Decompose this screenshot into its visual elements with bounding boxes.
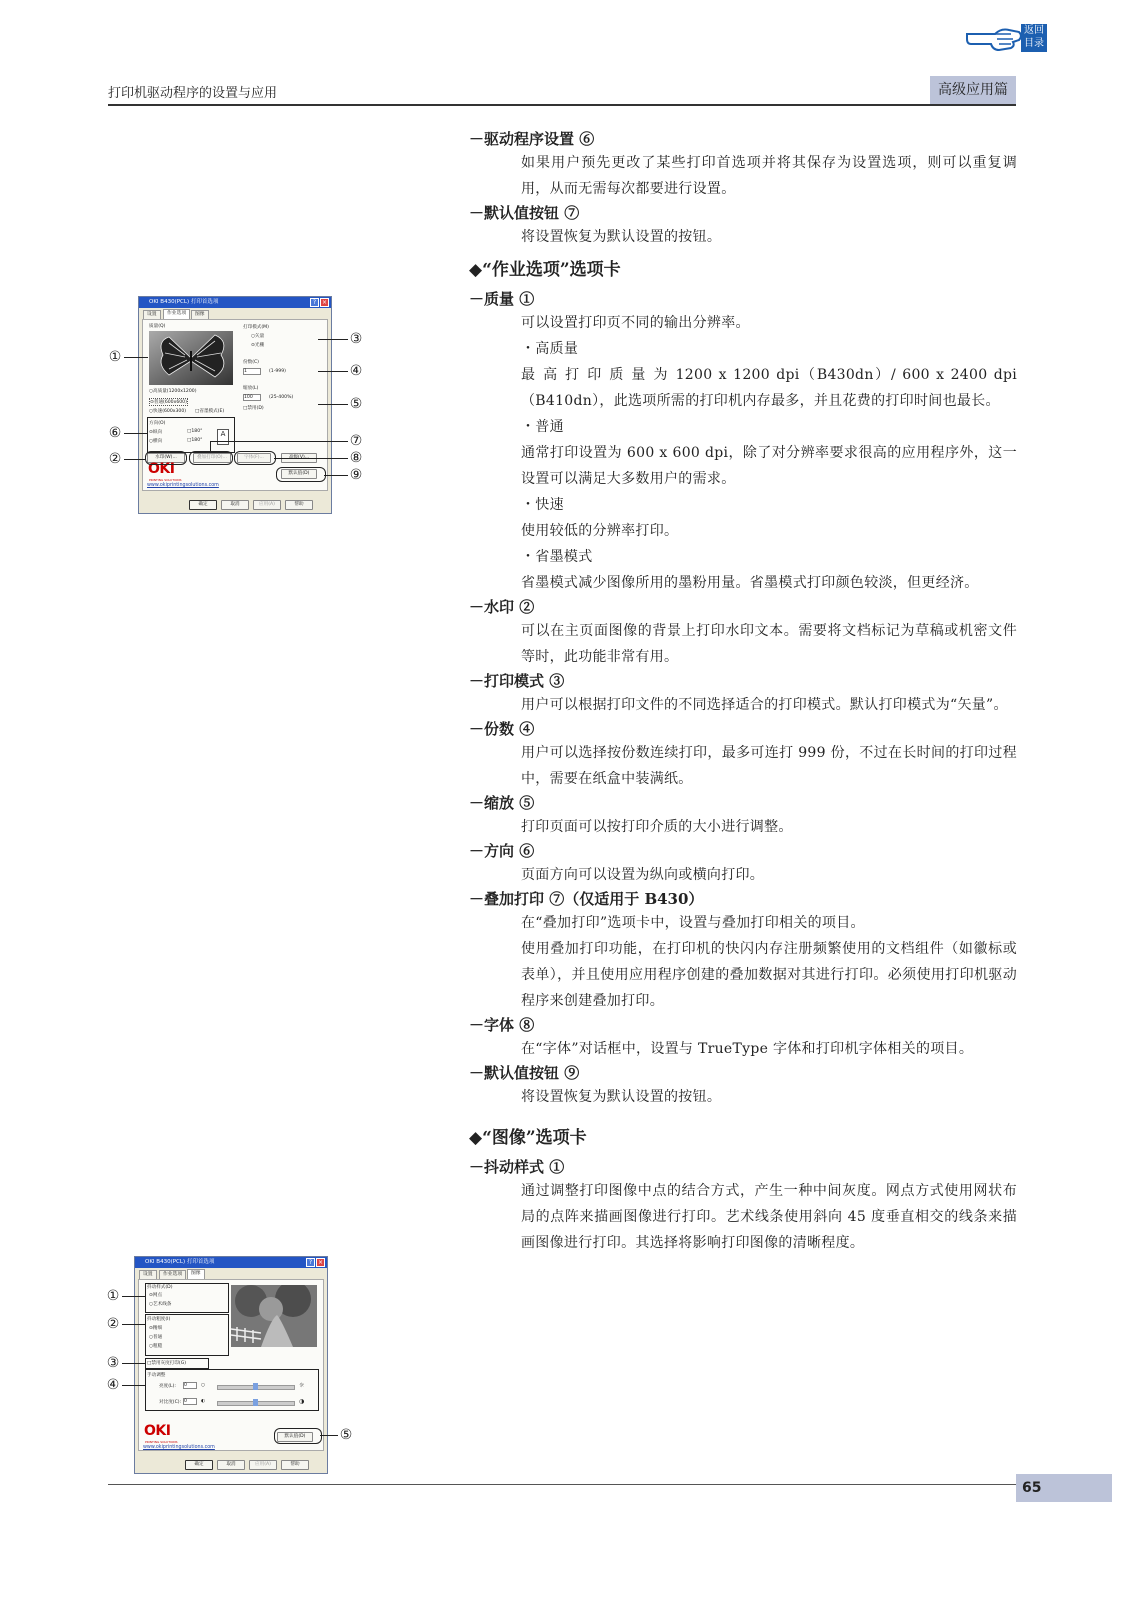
back-label: 返回 目录	[1021, 24, 1047, 52]
callout-line	[124, 433, 148, 434]
callout-7: ⑦	[349, 433, 363, 449]
orientation-label: 方向(O)	[149, 421, 166, 426]
default-button-2-heading: －默认值按钮 ⑨	[469, 1064, 580, 1082]
fineness-option-normal[interactable]: ○普通	[149, 1335, 163, 1340]
cancel-button[interactable]: 取消	[221, 500, 249, 510]
callout-6: ⑥	[108, 425, 122, 441]
help-button[interactable]: 帮助	[281, 1460, 309, 1470]
zoom-disable-checkbox[interactable]: □禁用(D)	[243, 406, 264, 411]
zoom-heading: －缩放 ⑤	[469, 794, 535, 812]
disable-tone-checkbox[interactable]: □禁用灰度打印(G)	[147, 1361, 187, 1366]
brightness-sun-icon: ☼	[299, 1382, 305, 1389]
callout-line	[122, 1363, 146, 1364]
callout-line	[274, 458, 348, 459]
callout-line	[318, 404, 348, 405]
header-divider	[108, 104, 1016, 106]
print-mode-label: 打印模式(M)	[243, 325, 269, 330]
driver-settings-text: 如果用户预先更改了某些打印首选项并将其保存为设置选项，则可以重复调用，从而无需每次都要进行设置。	[521, 155, 1017, 197]
dither-label: 抖动样式(D)	[147, 1285, 173, 1290]
callout-line	[124, 459, 146, 460]
quality-fast-label: ・快速	[521, 497, 564, 513]
default-button-2-text: 将设置恢复为默认设置的按钮。	[521, 1089, 722, 1105]
quality-fast-text: 使用较低的分辨率打印。	[521, 523, 679, 539]
font-heading: －字体 ⑧	[469, 1016, 535, 1034]
job-options-section-heading: ◆“作业选项”选项卡	[469, 260, 621, 280]
callout-box-tone	[145, 1358, 209, 1369]
print-mode-heading: －打印模式 ③	[469, 672, 565, 690]
callout-8: ⑧	[349, 450, 363, 466]
oki-logo: OKI	[144, 1423, 171, 1439]
oki-tagline: PRINTING SOLUTIONS	[145, 1440, 178, 1444]
callout-line	[318, 371, 348, 372]
callout-3: ③	[106, 1355, 120, 1371]
callout-1: ①	[106, 1288, 120, 1304]
watermark-heading: －水印 ②	[469, 598, 535, 616]
help-icon[interactable]: ?	[306, 1258, 315, 1267]
callout-box-dither	[145, 1283, 229, 1313]
default-button-heading: －默认值按钮 ⑦	[469, 204, 580, 222]
callout-2: ②	[108, 451, 122, 467]
contrast-icon: ◑	[299, 1398, 305, 1405]
print-mode-text: 用户可以根据打印文件的不同选择适合的打印模式。默认打印模式为“矢量”。	[521, 697, 1008, 713]
rotate-180-checkbox-1[interactable]: □180°	[187, 429, 203, 434]
callout-4: ④	[106, 1377, 120, 1393]
header-title: 打印机驱动程序的设置与应用	[108, 86, 278, 101]
print-mode-raster[interactable]: ⊙光栅	[251, 343, 265, 348]
dither-option-halftone[interactable]: ⊙网点	[149, 1293, 163, 1298]
watermark-text: 可以在主页面图像的背景上打印水印文本。需要将文档标记为草稿或机密文件等时，此功能非常有用。	[521, 623, 1017, 665]
callout-line	[210, 441, 211, 451]
butterfly-preview-image	[149, 331, 233, 385]
font-button[interactable]: 字体(F)...	[237, 453, 271, 463]
fineness-option-fine[interactable]: ⊙精细	[149, 1326, 163, 1331]
copies-input[interactable]: 1	[243, 368, 261, 375]
quality-text: 可以设置打印页不同的输出分辨率。	[521, 315, 750, 331]
callout-line	[324, 475, 348, 476]
close-icon[interactable]: ×	[317, 1259, 324, 1266]
orientation-heading: －方向 ⑥	[469, 842, 535, 860]
print-mode-vector[interactable]: ○矢量	[251, 334, 265, 339]
brightness-input[interactable]: 0	[183, 1382, 197, 1389]
callout-line	[122, 1324, 146, 1325]
tab-job-options[interactable]: 作业选项	[159, 1270, 186, 1280]
default-values-button[interactable]: 默认值(D)	[277, 1432, 313, 1442]
fineness-label: 抖动粗度(I)	[147, 1317, 171, 1322]
copies-range: (1-999)	[269, 369, 286, 374]
quality-label: 质量(Q)	[149, 324, 166, 329]
callout-box-fineness	[145, 1314, 229, 1356]
footer-divider	[108, 1484, 1016, 1485]
overlay-button[interactable]: 叠加打印(O)...	[193, 453, 231, 463]
ok-button[interactable]: 确定	[189, 500, 217, 510]
close-icon[interactable]: ×	[321, 299, 328, 306]
callout-line	[122, 1385, 146, 1386]
dialog-title-bar: OKI B430(PCL) 打印首选项 ? ×	[139, 297, 331, 308]
orientation-portrait[interactable]: ⊙纵向	[149, 430, 163, 435]
quality-option-high[interactable]: ○高质量(1200x1200)	[149, 389, 197, 394]
callout-line	[320, 1435, 338, 1436]
quality-toner-label: ・省墨模式	[521, 549, 593, 565]
callout-line	[122, 1296, 146, 1297]
default-values-button[interactable]: 默认值(D)	[281, 469, 317, 479]
font-text: 在“字体”对话框中，设置与 TrueType 字体和打印机字体相关的项目。	[521, 1041, 974, 1057]
driver-settings-heading: －驱动程序设置 ⑥	[469, 130, 595, 148]
manual-adjust-label: 手动调整	[147, 1373, 166, 1378]
callout-box-watermark	[145, 451, 187, 465]
contrast-decrease-icon[interactable]: ◐	[201, 1399, 206, 1404]
dither-heading: －抖动样式 ①	[469, 1158, 565, 1176]
callout-box-orientation	[147, 417, 235, 453]
tab-image[interactable]: 图像	[191, 310, 209, 320]
help-button[interactable]: 帮助	[285, 500, 313, 510]
page-number: 65	[1016, 1474, 1112, 1502]
tab-settings[interactable]: 设置	[139, 1270, 157, 1280]
overlay-heading: －叠加打印 ⑦（仅适用于 B430）	[469, 890, 704, 908]
default-button-text: 将设置恢复为默认设置的按钮。	[521, 229, 722, 245]
apply-button[interactable]: 应用(A)	[253, 500, 281, 510]
orientation-preview-icon: A	[217, 429, 229, 445]
zoom-range: (25-400%)	[269, 395, 294, 400]
callout-1: ①	[108, 349, 122, 365]
callout-line	[318, 339, 348, 340]
callout-5: ⑤	[339, 1427, 353, 1443]
callout-box-default	[274, 1428, 322, 1444]
quality-option-fast[interactable]: ○快速(600x300)	[149, 409, 187, 414]
landscape-preview-image	[231, 1285, 317, 1347]
fineness-option-coarse[interactable]: ○粗糙	[149, 1344, 163, 1349]
back-to-contents-button[interactable]	[965, 20, 1047, 54]
callout-9: ⑨	[349, 467, 363, 483]
header-section-badge: 高级应用篇	[930, 76, 1016, 104]
callout-box-font	[234, 451, 276, 465]
dither-text: 通过调整打印图像中点的结合方式，产生一种中间灰度。网点方式使用网状布局的点阵来描画图像进行打印。艺术线条使用斜向 45 度垂直相交的线条来描画图像进行打印。其选择将影响打印图像的清晰程度。	[521, 1183, 1017, 1251]
orientation-landscape[interactable]: ○横向	[149, 439, 163, 444]
pointing-hand-icon	[965, 24, 1023, 52]
quality-option-normal[interactable]: ⊙普通(600x600)	[150, 400, 187, 405]
quality-toner-text: 省墨模式减少图像所用的墨粉用量。省墨模式打印颜色较淡，但更经济。	[521, 575, 979, 591]
quality-heading: －质量 ①	[469, 290, 535, 308]
dither-option-lineart[interactable]: ○艺术线条	[149, 1302, 172, 1307]
copies-label: 份数(C)	[243, 360, 259, 365]
contrast-label: 对比度(C):	[159, 1400, 182, 1405]
zoom-input[interactable]: 100	[243, 394, 261, 401]
callout-box-overlay	[189, 451, 233, 465]
overlay-text-2: 使用叠加打印功能，在打印机的快闪内存注册频繁使用的文档组件（如徽标或表单），并且使用应用程序创建的叠加数据对其进行打印。必须使用打印机驱动程序来创建叠加打印。	[521, 941, 1017, 1009]
watermark-button[interactable]: 水印(W)...	[147, 453, 185, 463]
callout-3: ③	[349, 331, 363, 347]
image-section-heading: ◆“图像”选项卡	[469, 1128, 587, 1148]
callout-2: ②	[106, 1316, 120, 1332]
copies-text: 用户可以选择按份数连续打印，最多可连打 999 份，不过在长时间的打印过程中，需要在纸盒中装满纸。	[521, 745, 1017, 787]
quality-normal-label: ・普通	[521, 419, 564, 435]
help-icon[interactable]: ?	[310, 298, 319, 307]
oki-url-link[interactable]: www.okiprintingsolutions.com	[143, 1445, 215, 1450]
dialog-title-bar: OKI B430(PCL) 打印首选项 ? ×	[135, 1257, 327, 1268]
oki-logo: OKI	[148, 461, 175, 477]
tab-job-options[interactable]: 作业选项	[163, 309, 190, 320]
tab-image[interactable]: 图像	[187, 1269, 205, 1280]
quality-normal-text: 通常打印设置为 600 x 600 dpi，除了对分辨率要求很高的应用程序外，这一设置可以满足大多数用户的需求。	[521, 445, 1017, 487]
callout-4: ④	[349, 363, 363, 379]
overlay-text-1: 在“叠加打印”选项卡中，设置与叠加打印相关的项目。	[521, 915, 865, 931]
callout-box-adjust	[145, 1369, 319, 1411]
quality-high-text: 最 高 打 印 质 量 为 1200 x 1200 dpi（B430dn）/ 600 x 2400 dpi（B410dn），此选项所需的打印机内存最多，并且花费的打印时间也最长。	[521, 367, 1017, 409]
zoom-text: 打印页面可以按打印介质的大小进行调整。	[521, 819, 793, 835]
toner-save-checkbox[interactable]: □省墨模式(E)	[195, 409, 225, 414]
ok-button[interactable]: 确定	[185, 1460, 213, 1470]
oki-url-link[interactable]: www.okiprintingsolutions.com	[147, 483, 219, 488]
brightness-decrease-icon[interactable]: ○	[201, 1383, 206, 1388]
zoom-label: 缩放(L)	[243, 386, 259, 391]
brightness-label: 亮度(L):	[159, 1384, 176, 1389]
callout-5: ⑤	[349, 396, 363, 412]
quality-high-label: ・高质量	[521, 341, 579, 357]
contrast-input[interactable]: 0	[183, 1398, 197, 1405]
callout-box-default	[276, 467, 326, 482]
main-content	[469, 128, 1017, 1256]
tab-settings[interactable]: 设置	[143, 310, 161, 320]
orientation-text: 页面方向可以设置为纵向或横向打印。	[521, 867, 765, 883]
oki-tagline: PRINTING SOLUTIONS	[149, 478, 182, 482]
cancel-button[interactable]: 取消	[217, 1460, 245, 1470]
copies-heading: －份数 ④	[469, 720, 535, 738]
callout-line	[210, 441, 348, 442]
apply-button[interactable]: 应用(A)	[249, 1460, 277, 1470]
callout-line	[124, 357, 148, 358]
rotate-180-checkbox-2[interactable]: □180°	[187, 438, 203, 443]
